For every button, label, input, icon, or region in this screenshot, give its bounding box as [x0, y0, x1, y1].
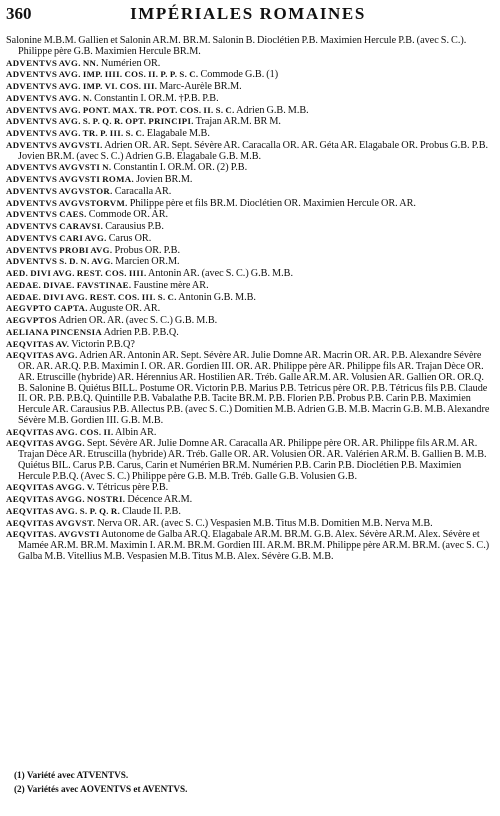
legend-entry [6, 339, 490, 351]
entry-attributions: Victorin P.B.Q? [71, 338, 135, 350]
entry-attributions: Faustine mère AR. [133, 279, 209, 291]
entry-attributions: Nerva OR. AR. (avec S. C.) Vespasien M.B. Titus M.B. Domitien M.B. Nerva M.B. [97, 517, 433, 529]
coin-legend: ADVENTVS AVG. IMP. VI. COS. III. [6, 81, 158, 91]
footnote: (2) Variétés avec AOVENTVS et AVENTVS. [14, 784, 188, 794]
legend-entry [6, 198, 490, 210]
legend-entry [6, 292, 490, 304]
legend-entry [6, 93, 490, 105]
coin-legend: AEQVITAS AVG. S. P. Q. R. [6, 505, 121, 516]
page-header [6, 4, 490, 26]
legend-entry [6, 69, 490, 81]
legend-entry [6, 233, 490, 245]
coin-legend: ADVENTVS PROBI AVG. [6, 244, 113, 255]
legend-entry [6, 506, 490, 518]
entry-attributions: Adrien OR. AR. (avec S. C.) G.B. M.B. [58, 315, 218, 326]
entry-attributions: Philippe père et fils BR.M. Dioclétien OR. Maximien Hercule OR. AR. [129, 197, 416, 209]
entry-attributions: Trajan AR.M. BR M. [195, 116, 281, 128]
entry-attributions: Albin AR. [115, 426, 157, 438]
coin-legend: ADVENTVS AVG. TR. P. III. S. C. [6, 128, 145, 138]
legend-entry [6, 529, 490, 562]
coin-legend: ADVENTVS AVG. PONT. MAX. TR. POT. COS. II. S. C. [6, 104, 235, 115]
entry-attributions: Commode G.B. (1) [200, 69, 279, 81]
coin-legend: AEQVITAS AVG. COS. II. [6, 426, 114, 437]
entry-attributions: Jovien BR.M. [136, 174, 193, 185]
coin-legend: ADVENTVS CARAVSI. [6, 221, 104, 231]
legend-entry [6, 427, 490, 439]
entry-attributions: Constantin I. OR.M. OR. (2) P.B. [113, 162, 248, 174]
coin-legend: ADVENTVS AVGVSTI. [6, 139, 103, 150]
legend-entry [6, 58, 490, 70]
entry-attributions: Commode OR. AR. [88, 209, 169, 221]
coin-legend: ADVENTVS S. D. N. AVG. [6, 256, 114, 267]
legend-entry [6, 81, 490, 93]
running-title: IMPÉRIALES ROMAINES [130, 4, 366, 23]
entry-attributions: Adrien AR. Antonin AR. Sept. Sévère AR. Julie Domne AR. Macrin OR. AR. P.B. Alexandre Sévère OR. AR. AR.Q. P.B. Maximin I. OR. AR. Gordien III. OR. AR. Philippe père AR. Philippe fils AR. Trajan Dèce OR. AR. Etruscille (hybride) AR. Hérennius AR. Hostilien AR. Tréb. Galle AR.M. AR. Volusien AR. Gallien OR. OR.Q. B. Salonine B. Quiétus BILL. Postume OR. Victorin P.B. Marius P.B. Tetricus père OR. P.B. Tétricus fils P.B. Claude II. OR. P.B. P.B.Q. Quintille P.B. Vabalathe P.B. Tacite BR.M. P.B. Florien P.B. Probus P.B. Carin P.B. Maximien Hercule AR. Carausius P.B. Allectus P.B. (avec S. C.) Domitien M.B. Adrien G.B. M.B. Macrin G.B. M.B. Alexandre Sévère M.B. Gordien III. G.B. M.B. [18, 350, 490, 426]
coin-legend: AELIANA PINCENSIA [6, 326, 103, 337]
entry-attributions: Salonine M.B.M. Gallien et Salonin AR.M. BR.M. Salonin B. Dioclétien P.B. Maximien Hercule P.B. (avec S. C.). Philippe père G.B. Maximien Hercule BR.M. [6, 35, 467, 57]
coin-legend: AEQVITAS AVGVST. [6, 517, 96, 528]
entry-attributions: Autonome de Galba AR.Q. Elagabale AR.M. BR.M. G.B. Alex. Sévère AR.M. Alex. Sévère et Mamée AR.M. BR.M. Maximin I. AR.M. BR.M. Gordien III. AR.M. BR.M. Philippe père AR.M. BR.M. (avec S. C.) Galba M.B. Vitellius M.B. Vespasien M.B. Titus M.B. Alex. Sévère G.B. M.B. [18, 529, 490, 562]
coin-legend: AEDAE. DIVI AVG. REST. COS. III. S. C. [6, 291, 177, 302]
legend-entry [6, 518, 490, 530]
legend-entry [6, 494, 490, 506]
coin-legend: AEQVITAS AVG. [6, 350, 78, 361]
legend-entry [6, 162, 490, 174]
legend-entry [6, 482, 490, 494]
coin-legend: AEQVITAS. AVGVSTI [6, 529, 100, 540]
coin-legend: ADVENTVS AVGVSTI ROMA. [6, 174, 135, 184]
entry-attributions: Probus OR. P.B. [114, 244, 181, 256]
entry-attributions: Auguste OR. AR. [89, 303, 161, 315]
legend-entry [6, 268, 490, 280]
entry-attributions: Tétricus père P.B. [96, 482, 169, 494]
entry-attributions: Décence AR.M. [127, 494, 193, 505]
legend-entry [6, 221, 490, 233]
legend-entry [6, 36, 490, 58]
coin-legend: ADVENTVS AVGVSTORVM. [6, 197, 128, 208]
entry-attributions: Elagabale M.B. [146, 128, 210, 139]
entry-attributions: Constantin I. OR.M. †P.B. P.B. [94, 92, 219, 104]
legend-entry [6, 327, 490, 339]
entry-attributions: Carausius P.B. [105, 221, 164, 232]
coin-legend: ADVENTVS AVG. N. [6, 92, 93, 103]
entry-attributions: Numérien OR. [100, 57, 161, 69]
legend-entry [6, 105, 490, 117]
legend-entry [6, 280, 490, 292]
legend-entry [6, 303, 490, 315]
legend-entry [6, 245, 490, 257]
entry-attributions: Carus OR. [108, 232, 152, 244]
coin-legend: ADVENTVS AVGVSTOR. [6, 185, 113, 196]
coin-legend: AEQVITAS AV. [6, 338, 70, 349]
coin-legend: ADVENTVS AVGVSTI N. [6, 162, 112, 173]
entry-attributions: Caracalla AR. [114, 185, 172, 197]
legend-entry [6, 128, 490, 140]
coin-legend: AEQVITAS AVGG. NOSTRI. [6, 494, 126, 504]
coin-legend: ADVENTVS AVG. S. P. Q. R. OPT. PRINCIPI. [6, 116, 194, 127]
coin-legend: AEDAE. DIVAE. FAVSTINAE. [6, 279, 132, 290]
entry-attributions: Marc-Aurèle BR.M. [159, 81, 242, 92]
legend-entry [6, 140, 490, 163]
coin-legend: ADVENTVS AVG. NN. [6, 57, 99, 68]
legend-entry [6, 350, 490, 426]
entry-attributions: Sept. Sévère AR. Julie Domne AR. Caracalla AR. Philippe père OR. AR. Philippe fils AR.M. AR. Trajan Dèce AR. Etruscilla (hybride) AR. Tréb. Galle OR. AR. Volusien OR. AR. Valérien AR.M. B. Gallien B. M.B. Quiétus BIL. Carus P.B. Carus, Carin et Numérien BR.M. Numérien P.B. Carin P.B. Dioclétien P.B. Maximien Hercule P.B.Q. (Avec S. C.) Philippe père G.B. M.B. Tréb. Galle G.B. Volusien G.B. [18, 438, 487, 482]
coin-legend: ADVENTVS CAES. [6, 209, 87, 220]
coin-legend: AEQVITAS AVGG. [6, 438, 85, 449]
entry-attributions: Adrien OR. AR. Sept. Sévère AR. Caracalla OR. AR. Géta AR. Elagabale OR. Probus G.B. P.B. Jovien BR.M. (avec S. C.) Adrien G.B. Elagabale G.B. M.B. [18, 139, 489, 162]
entry-attributions: Claude II. P.B. [122, 505, 181, 517]
coin-legend-list [6, 36, 490, 563]
legend-entry [6, 315, 490, 327]
page-number: 360 [6, 4, 32, 23]
legend-entry [6, 209, 490, 221]
legend-entry [6, 256, 490, 268]
entry-attributions: Antonin G.B. M.B. [178, 291, 256, 303]
entry-attributions: Adrien P.B. P.B.Q. [103, 326, 179, 338]
coin-legend: AEQVITAS AVGG. V. [6, 482, 95, 493]
footnotes [14, 768, 484, 796]
entry-attributions: Adrien G.B. M.B. [236, 104, 309, 116]
coin-legend: ADVENTVS CARI AVG. [6, 232, 107, 243]
coin-legend: AEGVPTO CAPTA. [6, 303, 88, 314]
entry-attributions: Antonin AR. (avec S. C.) G.B. M.B. [148, 268, 294, 279]
footnote: (1) Variété avec ATVENTVS. [14, 770, 129, 780]
legend-entry [6, 174, 490, 186]
legend-entry [6, 186, 490, 198]
coin-legend: AEGVPTOS [6, 315, 58, 325]
legend-entry [6, 116, 490, 128]
coin-legend: ADVENTVS AVG. IMP. IIII. COS. II. P. P. S. C. [6, 69, 199, 80]
coin-legend: AED. DIVI AVG. REST. COS. IIII. [6, 268, 147, 278]
legend-entry [6, 438, 490, 482]
entry-attributions: Marcien OR.M. [115, 256, 180, 268]
